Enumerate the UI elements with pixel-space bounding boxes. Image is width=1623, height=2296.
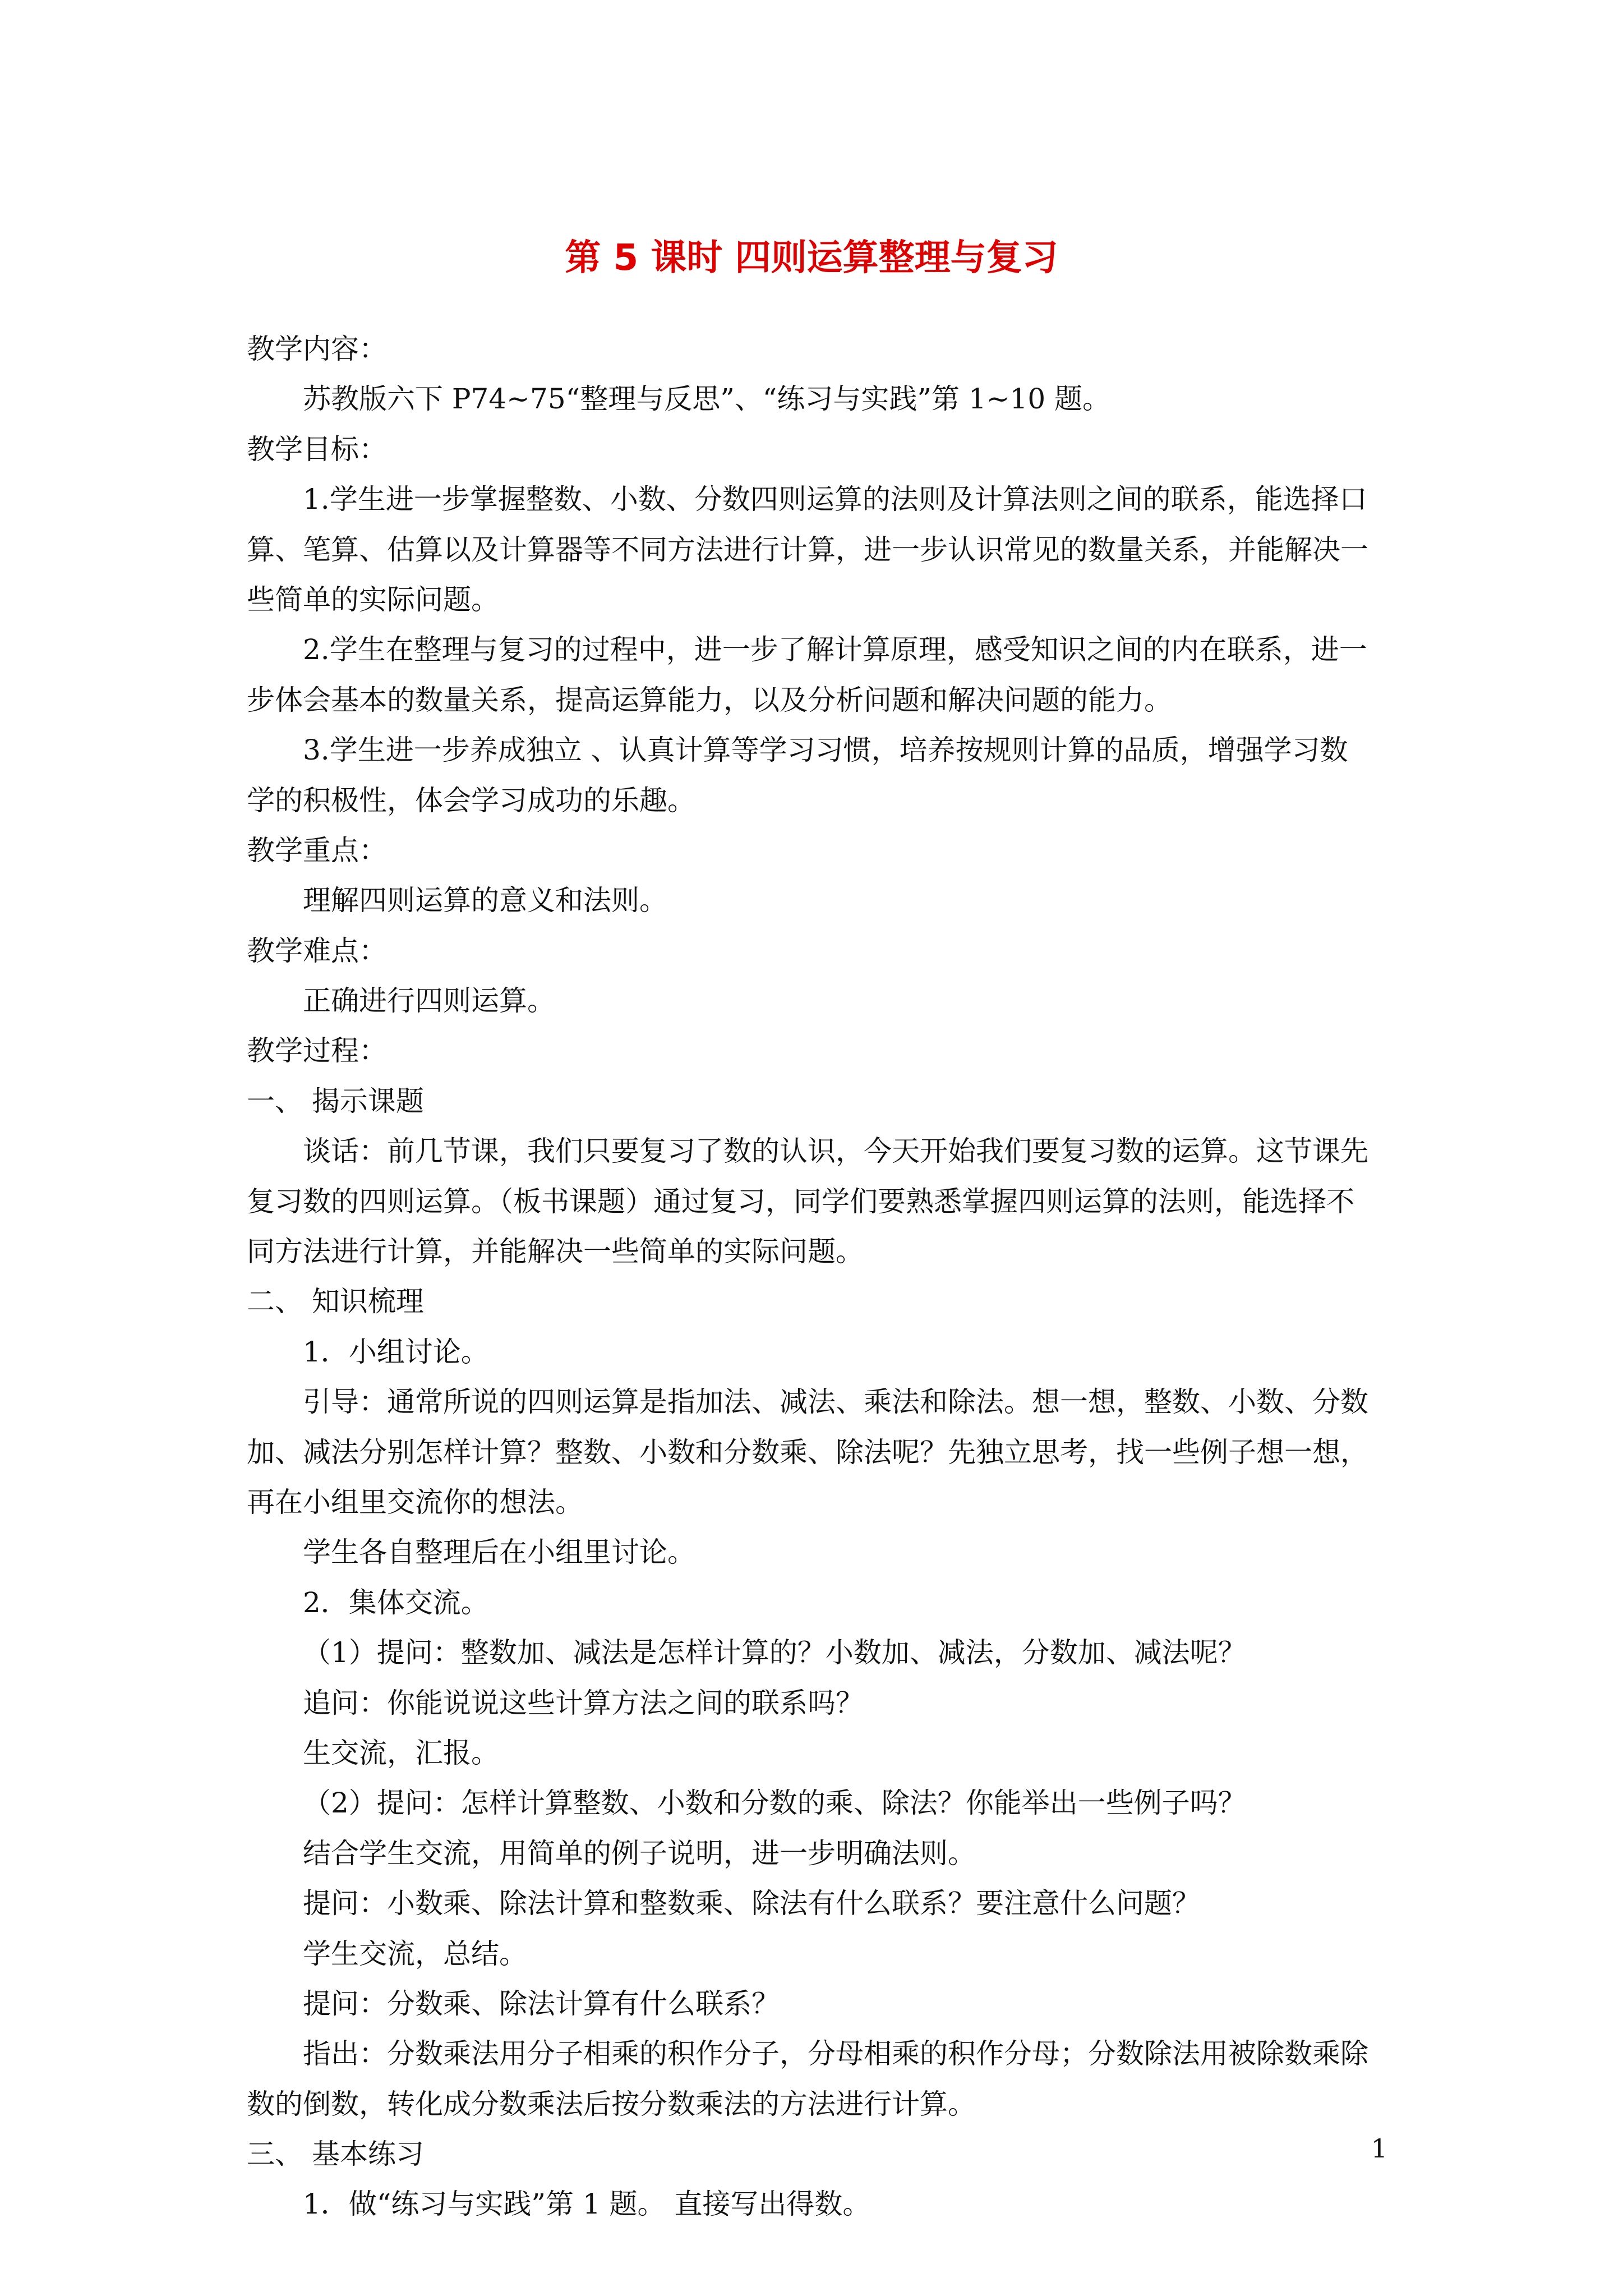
- paragraph-line: 加、减法分别怎样计算？整数、小数和分数乘、除法呢？先独立思考，找一些例子想一想，: [247, 1435, 1368, 1469]
- heading-teaching-goals: 教学目标：: [247, 432, 387, 466]
- paragraph-line: 复习数的四则运算。（板书课题）通过复习，同学们要熟悉掌握四则运算的法则，能选择不: [247, 1185, 1354, 1218]
- section-heading-3: 三、 基本练习: [247, 2138, 424, 2171]
- page-number: 1: [1371, 2133, 1387, 2164]
- paragraph-line: 3.学生进一步养成独立 、认真计算等学习习惯，培养按规则计算的品质，增强学习数: [303, 734, 1348, 767]
- section-heading-2: 二、 知识梳理: [247, 1285, 424, 1318]
- paragraph-line: 再在小组里交流你的想法。: [247, 1485, 583, 1519]
- heading-teaching-content: 教学内容：: [247, 333, 387, 365]
- paragraph-line: 追问：你能说说这些计算方法之间的联系吗？: [303, 1686, 864, 1719]
- paragraph-line: 谈话：前几节课，我们只要复习了数的认识，今天开始我们要复习数的运算。这节课先: [303, 1135, 1368, 1168]
- paragraph-line: 正确进行四则运算。: [303, 984, 555, 1018]
- lesson-title: 第 5 课时 四则运算整理与复习: [565, 237, 1058, 279]
- paragraph-line: 理解四则运算的意义和法则。: [303, 884, 667, 917]
- paragraph-line: 同方法进行计算，并能解决一些简单的实际问题。: [247, 1235, 864, 1268]
- paragraph-line: 学的积极性，体会学习成功的乐趣。: [247, 784, 695, 817]
- lesson-body: [247, 324, 1391, 2230]
- paragraph-line: 引导：通常所说的四则运算是指加法、减法、乘法和除法。想一想，整数、小数、分数: [303, 1386, 1368, 1419]
- heading-key-points: 教学重点：: [247, 834, 387, 867]
- paragraph-line: 步体会基本的数量关系，提高运算能力，以及分析问题和解决问题的能力。: [247, 683, 1172, 716]
- paragraph-line: 1.学生进一步掌握整数、小数、分数四则运算的法则及计算法则之间的联系，能选择口: [303, 483, 1367, 516]
- paragraph-line: 苏教版六下 P74~75“整理与反思”、“练习与实践”第 1~10 题。: [303, 383, 1111, 416]
- paragraph-line: 1．做“练习与实践”第 1 题。 直接写出得数。: [303, 2188, 871, 2221]
- paragraph-line: 提问：小数乘、除法计算和整数乘、除法有什么联系？要注意什么问题？: [303, 1887, 1200, 1920]
- paragraph-line: 提问：分数乘、除法计算有什么联系？: [303, 1987, 780, 2020]
- paragraph-line: 学生各自整理后在小组里讨论。: [303, 1536, 695, 1569]
- paragraph-line: 些简单的实际问题。: [247, 583, 499, 616]
- heading-process: 教学过程：: [247, 1034, 387, 1068]
- paragraph-line: （1）提问：整数加、减法是怎样计算的？小数加、减法，分数加、减法呢？: [303, 1636, 1246, 1669]
- section-heading-1: 一、 揭示课题: [247, 1084, 424, 1117]
- paragraph-line: 2.学生在整理与复习的过程中，进一步了解计算原理，感受知识之间的内在联系，进一: [303, 633, 1367, 666]
- paragraph-line: 数的倒数，转化成分数乘法后按分数乘法的方法进行计算。: [247, 2087, 976, 2120]
- paragraph-line: 指出：分数乘法用分子相乘的积作分子，分母相乘的积作分母；分数除法用被除数乘除: [303, 2037, 1368, 2070]
- paragraph-line: 1．小组讨论。: [303, 1335, 489, 1368]
- paragraph-line: 2．集体交流。: [303, 1586, 489, 1619]
- paragraph-line: （2）提问：怎样计算整数、小数和分数的乘、除法？你能举出一些例子吗？: [303, 1787, 1246, 1820]
- paragraph-line: 算、笔算、估算以及计算器等不同方法进行计算，进一步认识常见的数量关系，并能解决一: [247, 533, 1368, 566]
- paragraph-line: 结合学生交流，用简单的例子说明，进一步明确法则。: [303, 1837, 976, 1870]
- paragraph-line: 学生交流，总结。: [303, 1937, 527, 1970]
- paragraph-line: 生交流，汇报。: [303, 1736, 499, 1769]
- heading-difficulties: 教学难点：: [247, 934, 387, 967]
